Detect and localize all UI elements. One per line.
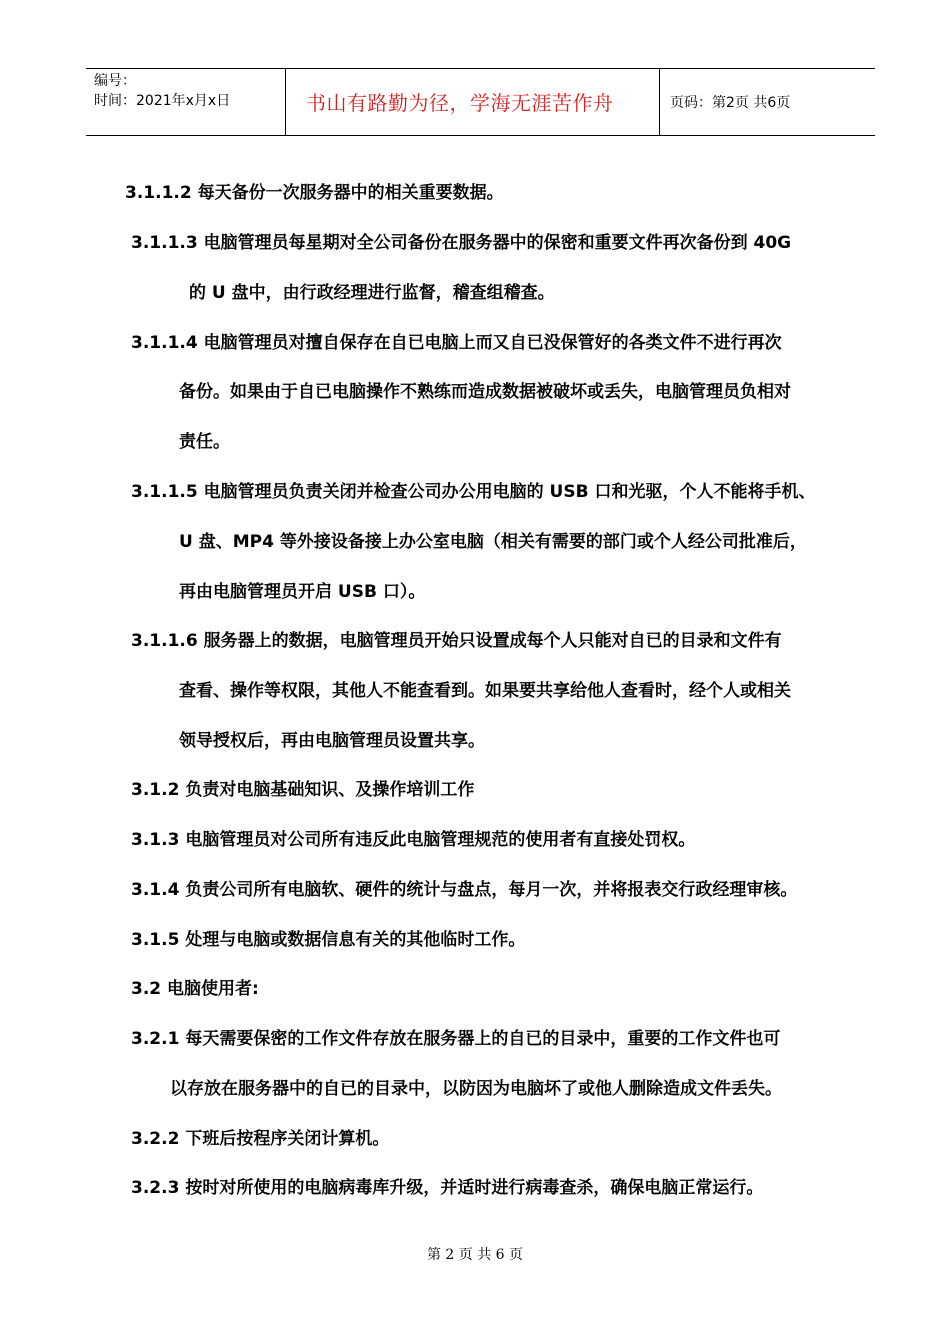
clause-3-2-3: 3.2.3 按时对所使用的电脑病毒库升级，并适时进行病毒查杀，确保电脑正常运行。 <box>131 1178 764 1198</box>
clause-3-2-1-cont: 以存放在服务器中的自已的目录中，以防因为电脑坏了或他人删除造成文件丢失。 <box>170 1079 782 1099</box>
clause-3-1-1-4-cont-1: 备份。如果由于自已电脑操作不熟练而造成数据被破坏或丢失，电脑管理员负相对 <box>179 382 791 402</box>
header-page-info: 页码：第2页 共6页 <box>670 95 791 111</box>
header-right-cell <box>660 69 875 135</box>
document-code-label: 编号： <box>94 73 136 89</box>
page-footer: 第 2 页 共 6 页 <box>426 1247 524 1263</box>
header-left-cell <box>86 69 286 135</box>
header-middle-cell <box>286 69 660 135</box>
clause-3-1-1-4: 3.1.1.4 电脑管理员对擅自保存在自已电脑上而又自已没保管好的各类文件不进行再次 <box>131 333 782 353</box>
clause-3-2-2: 3.2.2 下班后按程序关闭计算机。 <box>131 1129 390 1149</box>
document-time-label: 时间：2021年x月x日 <box>94 93 231 109</box>
clause-3-1-1-5: 3.1.1.5 电脑管理员负责关闭并检查公司办公用电脑的 USB 口和光驱，个人不能将手机、 <box>131 482 816 502</box>
clause-3-1-1-3-cont: 的 U 盘中，由行政经理进行监督，稽查组稽查。 <box>189 283 555 303</box>
clause-3-1-1-6-cont-1: 查看、操作等权限，其他人不能查看到。如果要共享给他人查看时，经个人或相关 <box>179 681 791 701</box>
clause-3-1-3: 3.1.3 电脑管理员对公司所有违反此电脑管理规范的使用者有直接处罚权。 <box>131 830 696 850</box>
clause-3-1-2: 3.1.2 负责对电脑基础知识、及操作培训工作 <box>131 780 475 800</box>
header-table <box>86 68 875 136</box>
section-3-2-heading: 3.2 电脑使用者: <box>131 979 259 999</box>
clause-3-2-1: 3.2.1 每天需要保密的工作文件存放在服务器上的自已的目录中，重要的工作文件也可 <box>131 1029 781 1049</box>
clause-3-1-1-4-cont-2: 责任。 <box>179 432 230 452</box>
header-motto: 书山有路勤为径，学海无涯苦作舟 <box>306 91 614 115</box>
clause-3-1-5: 3.1.5 处理与电脑或数据信息有关的其他临时工作。 <box>131 930 526 950</box>
clause-3-1-1-2: 3.1.1.2 每天备份一次服务器中的相关重要数据。 <box>125 183 504 203</box>
clause-3-1-1-6: 3.1.1.6 服务器上的数据，电脑管理员开始只设置成每个人只能对自已的目录和文件有 <box>131 631 782 651</box>
clause-3-1-1-5-cont-2: 再由电脑管理员开启 USB 口）。 <box>179 582 426 602</box>
clause-3-1-1-3: 3.1.1.3 电脑管理员每星期对全公司备份在服务器中的保密和重要文件再次备份到 40G <box>131 233 792 253</box>
clause-3-1-1-5-cont-1: U 盘、MP4 等外接设备接上办公室电脑（相关有需要的部门或个人经公司批准后， <box>179 532 807 552</box>
clause-3-1-1-6-cont-2: 领导授权后，再由电脑管理员设置共享。 <box>179 731 485 751</box>
clause-3-1-4: 3.1.4 负责公司所有电脑软、硬件的统计与盘点，每月一次，并将报表交行政经理审核。 <box>131 880 798 900</box>
